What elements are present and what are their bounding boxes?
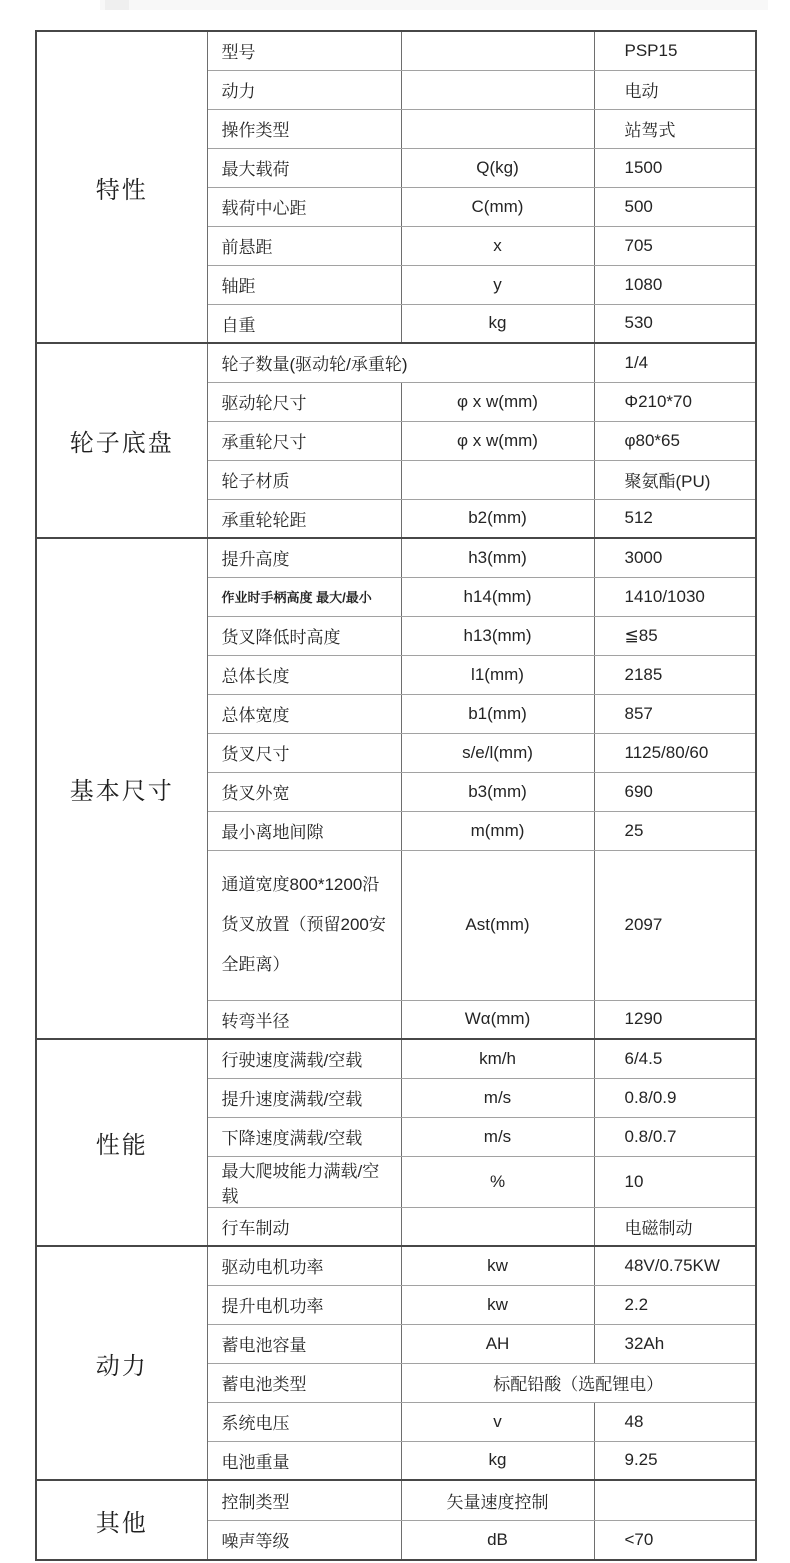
spec-label: 轮子材质 — [207, 460, 401, 499]
section-features — [36, 31, 756, 343]
spec-unit: s/e/l(mm) — [401, 733, 594, 772]
spec-label: 承重轮轮距 — [207, 499, 401, 538]
spec-label: 货叉尺寸 — [207, 733, 401, 772]
spec-unit: 矢量速度控制 — [401, 1480, 594, 1520]
section-other — [36, 1480, 756, 1560]
spec-label: 通道宽度800*1200沿货叉放置（预留200安全距离） — [207, 850, 401, 1000]
spec-label: 电池重量 — [207, 1441, 401, 1480]
section-title: 其他 — [36, 1480, 207, 1560]
spec-value: 9.25 — [594, 1441, 756, 1480]
spec-label: 总体宽度 — [207, 694, 401, 733]
spec-unit: Wα(mm) — [401, 1000, 594, 1039]
spec-label: 货叉降低时高度 — [207, 616, 401, 655]
spec-unit: kw — [401, 1285, 594, 1324]
spec-value: 25 — [594, 811, 756, 850]
section-title: 轮子底盘 — [36, 343, 207, 538]
section-power — [36, 1246, 756, 1480]
spec-value: 530 — [594, 304, 756, 343]
spec-table — [35, 30, 757, 1561]
spec-unit: m/s — [401, 1078, 594, 1117]
spec-value: 512 — [594, 499, 756, 538]
spec-label: 控制类型 — [207, 1480, 401, 1520]
spec-label: 承重轮尺寸 — [207, 421, 401, 460]
spec-label: 蓄电池容量 — [207, 1324, 401, 1363]
spec-label: 总体长度 — [207, 655, 401, 694]
spec-unit: Ast(mm) — [401, 850, 594, 1000]
spec-value: 2185 — [594, 655, 756, 694]
spec-label: 轴距 — [207, 265, 401, 304]
spec-unit: x — [401, 226, 594, 265]
spec-row — [36, 1246, 756, 1285]
spec-value: 48 — [594, 1402, 756, 1441]
spec-unit: % — [401, 1156, 594, 1207]
spec-unit: h13(mm) — [401, 616, 594, 655]
spec-value: 857 — [594, 694, 756, 733]
spec-value: 48V/0.75KW — [594, 1246, 756, 1285]
section-performance — [36, 1039, 756, 1246]
spec-unit: h14(mm) — [401, 577, 594, 616]
spec-value: 站驾式 — [594, 109, 756, 148]
spec-value: 3000 — [594, 538, 756, 577]
spec-value: φ80*65 — [594, 421, 756, 460]
spec-label: 噪声等级 — [207, 1520, 401, 1560]
section-title: 动力 — [36, 1246, 207, 1480]
section-title: 基本尺寸 — [36, 538, 207, 1039]
spec-unit: v — [401, 1402, 594, 1441]
page-top-remnant — [100, 0, 768, 10]
spec-label: 转弯半径 — [207, 1000, 401, 1039]
spec-value: 2097 — [594, 850, 756, 1000]
spec-label: 型号 — [207, 31, 401, 70]
spec-unit — [401, 70, 594, 109]
spec-label: 最大爬坡能力满载/空载 — [207, 1156, 401, 1207]
spec-unit: y — [401, 265, 594, 304]
spec-unit: h3(mm) — [401, 538, 594, 577]
spec-unit: b3(mm) — [401, 772, 594, 811]
spec-label: 最小离地间隙 — [207, 811, 401, 850]
spec-unit — [401, 460, 594, 499]
spec-unit: b2(mm) — [401, 499, 594, 538]
spec-value: 1125/80/60 — [594, 733, 756, 772]
spec-unit: l1(mm) — [401, 655, 594, 694]
spec-unit: kw — [401, 1246, 594, 1285]
section-title: 特性 — [36, 31, 207, 343]
spec-value: 聚氨酯(PU) — [594, 460, 756, 499]
spec-label: 系统电压 — [207, 1402, 401, 1441]
spec-label: 货叉外宽 — [207, 772, 401, 811]
spec-label: 下降速度满载/空载 — [207, 1117, 401, 1156]
spec-label: 载荷中心距 — [207, 187, 401, 226]
spec-label: 行驶速度满载/空载 — [207, 1039, 401, 1078]
spec-unit — [401, 109, 594, 148]
spec-label: 行车制动 — [207, 1207, 401, 1246]
spec-row — [36, 343, 756, 382]
spec-unit: Q(kg) — [401, 148, 594, 187]
spec-value: 1410/1030 — [594, 577, 756, 616]
decorative-square — [105, 0, 129, 10]
spec-label: 提升电机功率 — [207, 1285, 401, 1324]
spec-row — [36, 538, 756, 577]
spec-value: Φ210*70 — [594, 382, 756, 421]
spec-value — [594, 1480, 756, 1520]
spec-label: 操作类型 — [207, 109, 401, 148]
spec-unit: kg — [401, 1441, 594, 1480]
spec-unit: b1(mm) — [401, 694, 594, 733]
spec-value: 32Ah — [594, 1324, 756, 1363]
spec-unit: dB — [401, 1520, 594, 1560]
spec-value: 电动 — [594, 70, 756, 109]
spec-value: 电磁制动 — [594, 1207, 756, 1246]
spec-unit: φ x w(mm) — [401, 382, 594, 421]
spec-row — [36, 1039, 756, 1078]
spec-unit — [401, 31, 594, 70]
spec-label: 轮子数量(驱动轮/承重轮) — [207, 343, 594, 382]
spec-value: 705 — [594, 226, 756, 265]
spec-label: 最大载荷 — [207, 148, 401, 187]
spec-unit: φ x w(mm) — [401, 421, 594, 460]
spec-value: 10 — [594, 1156, 756, 1207]
section-title: 性能 — [36, 1039, 207, 1246]
spec-label: 作业时手柄高度 最大/最小 — [207, 577, 401, 616]
spec-unit: m/s — [401, 1117, 594, 1156]
section-wheels — [36, 343, 756, 538]
spec-unit: C(mm) — [401, 187, 594, 226]
spec-merged-value: 标配铅酸（选配锂电） — [401, 1363, 756, 1402]
spec-label: 动力 — [207, 70, 401, 109]
spec-value: 6/4.5 — [594, 1039, 756, 1078]
spec-row — [36, 1480, 756, 1520]
spec-value: <70 — [594, 1520, 756, 1560]
spec-value: 0.8/0.7 — [594, 1117, 756, 1156]
spec-label: 提升高度 — [207, 538, 401, 577]
spec-value: 690 — [594, 772, 756, 811]
spec-unit: km/h — [401, 1039, 594, 1078]
spec-value: 1500 — [594, 148, 756, 187]
spec-label: 驱动轮尺寸 — [207, 382, 401, 421]
spec-label: 前悬距 — [207, 226, 401, 265]
spec-value: 500 — [594, 187, 756, 226]
spec-label: 驱动电机功率 — [207, 1246, 401, 1285]
spec-unit: m(mm) — [401, 811, 594, 850]
spec-value: 0.8/0.9 — [594, 1078, 756, 1117]
spec-label: 自重 — [207, 304, 401, 343]
spec-value: ≦85 — [594, 616, 756, 655]
spec-label: 提升速度满载/空载 — [207, 1078, 401, 1117]
spec-value: 1080 — [594, 265, 756, 304]
spec-label: 蓄电池类型 — [207, 1363, 401, 1402]
spec-row — [36, 31, 756, 70]
spec-unit: AH — [401, 1324, 594, 1363]
spec-value: 1/4 — [594, 343, 756, 382]
spec-value: PSP15 — [594, 31, 756, 70]
spec-value: 1290 — [594, 1000, 756, 1039]
spec-unit — [401, 1207, 594, 1246]
spec-unit: kg — [401, 304, 594, 343]
spec-value: 2.2 — [594, 1285, 756, 1324]
section-dimensions — [36, 538, 756, 1039]
